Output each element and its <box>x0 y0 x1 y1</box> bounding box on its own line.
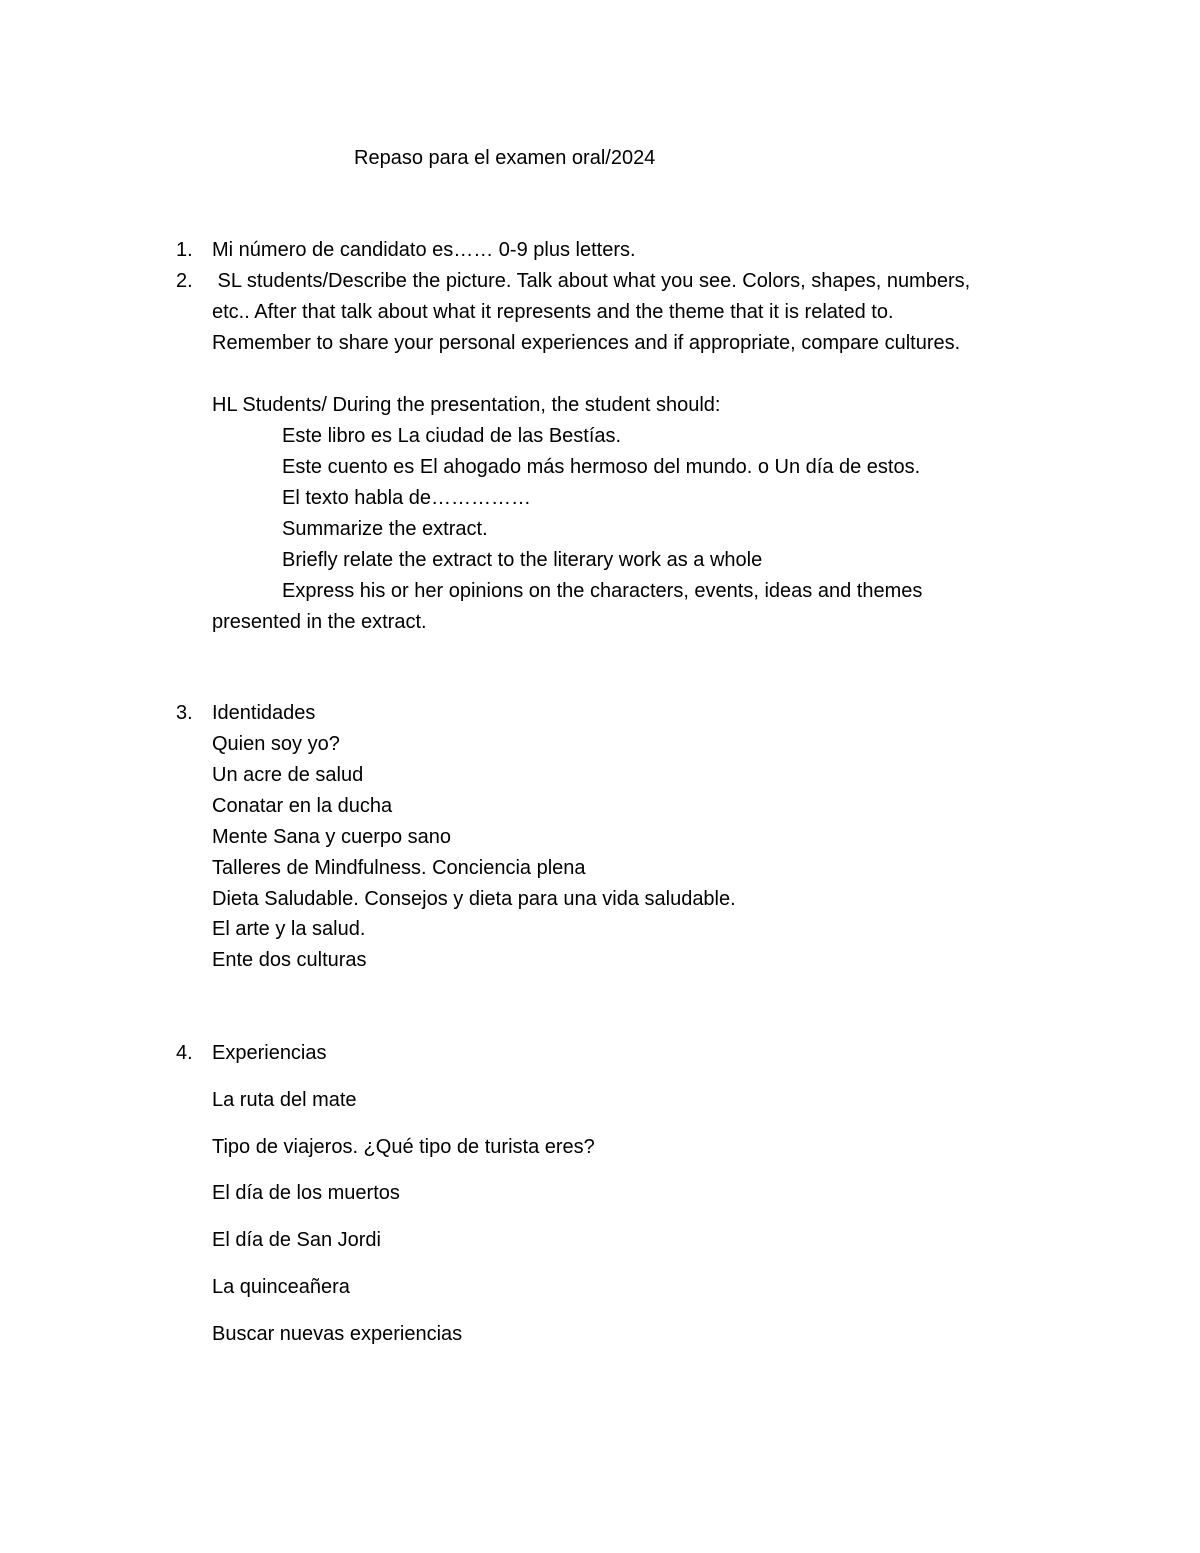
topic-item: Mente Sana y cuerpo sano <box>212 826 452 848</box>
section-heading-experiencias: Experiencias <box>212 1042 327 1064</box>
topic-item: El día de los muertos <box>212 1182 400 1204</box>
hl-intro: HL Students/ During the presentation, the student should: <box>212 394 721 416</box>
list-number-3: 3. <box>176 702 193 724</box>
list-number-2: 2. <box>176 270 193 292</box>
topic-item: El arte y la salud. <box>212 918 366 940</box>
hl-continuation: presented in the extract. <box>212 611 427 633</box>
list-number-4: 4. <box>176 1042 193 1064</box>
topic-item: Buscar nuevas experiencias <box>212 1323 463 1345</box>
item-2-line: Remember to share your personal experiences and if appropriate, compare cultures. <box>212 332 961 354</box>
hl-point: Summarize the extract. <box>282 518 488 540</box>
section-heading-identidades: Identidades <box>212 702 316 724</box>
list-number-1: 1. <box>176 239 193 261</box>
document-title: Repaso para el examen oral/2024 <box>354 147 656 169</box>
topic-item: El día de San Jordi <box>212 1229 381 1251</box>
hl-point: Este cuento es El ahogado más hermoso del mundo. o Un día de estos. <box>282 456 921 478</box>
hl-point: Este libro es La ciudad de las Bestías. <box>282 425 622 447</box>
topic-item: Tipo de viajeros. ¿Qué tipo de turista eres? <box>212 1136 595 1158</box>
topic-item: Quien soy yo? <box>212 733 340 755</box>
topic-item: La ruta del mate <box>212 1089 357 1111</box>
topic-item: La quinceañera <box>212 1276 350 1298</box>
topic-item: Ente dos culturas <box>212 949 367 971</box>
hl-point: El texto habla de…………… <box>282 487 531 509</box>
item-2-line: etc.. After that talk about what it represents and the theme that it is related to. <box>212 301 894 323</box>
topic-item: Talleres de Mindfulness. Conciencia plena <box>212 857 586 879</box>
item-1-text: Mi número de candidato es…… 0-9 plus letters. <box>212 239 636 261</box>
item-2-line: SL students/Describe the picture. Talk about what you see. Colors, shapes, numbers, <box>212 270 971 292</box>
topic-item: Conatar en la ducha <box>212 795 393 817</box>
hl-point: Briefly relate the extract to the literary work as a whole <box>282 549 763 571</box>
topic-item: Dieta Saludable. Consejos y dieta para una vida saludable. <box>212 888 736 910</box>
hl-point: Express his or her opinions on the characters, events, ideas and themes <box>282 580 923 602</box>
topic-item: Un acre de salud <box>212 764 364 786</box>
